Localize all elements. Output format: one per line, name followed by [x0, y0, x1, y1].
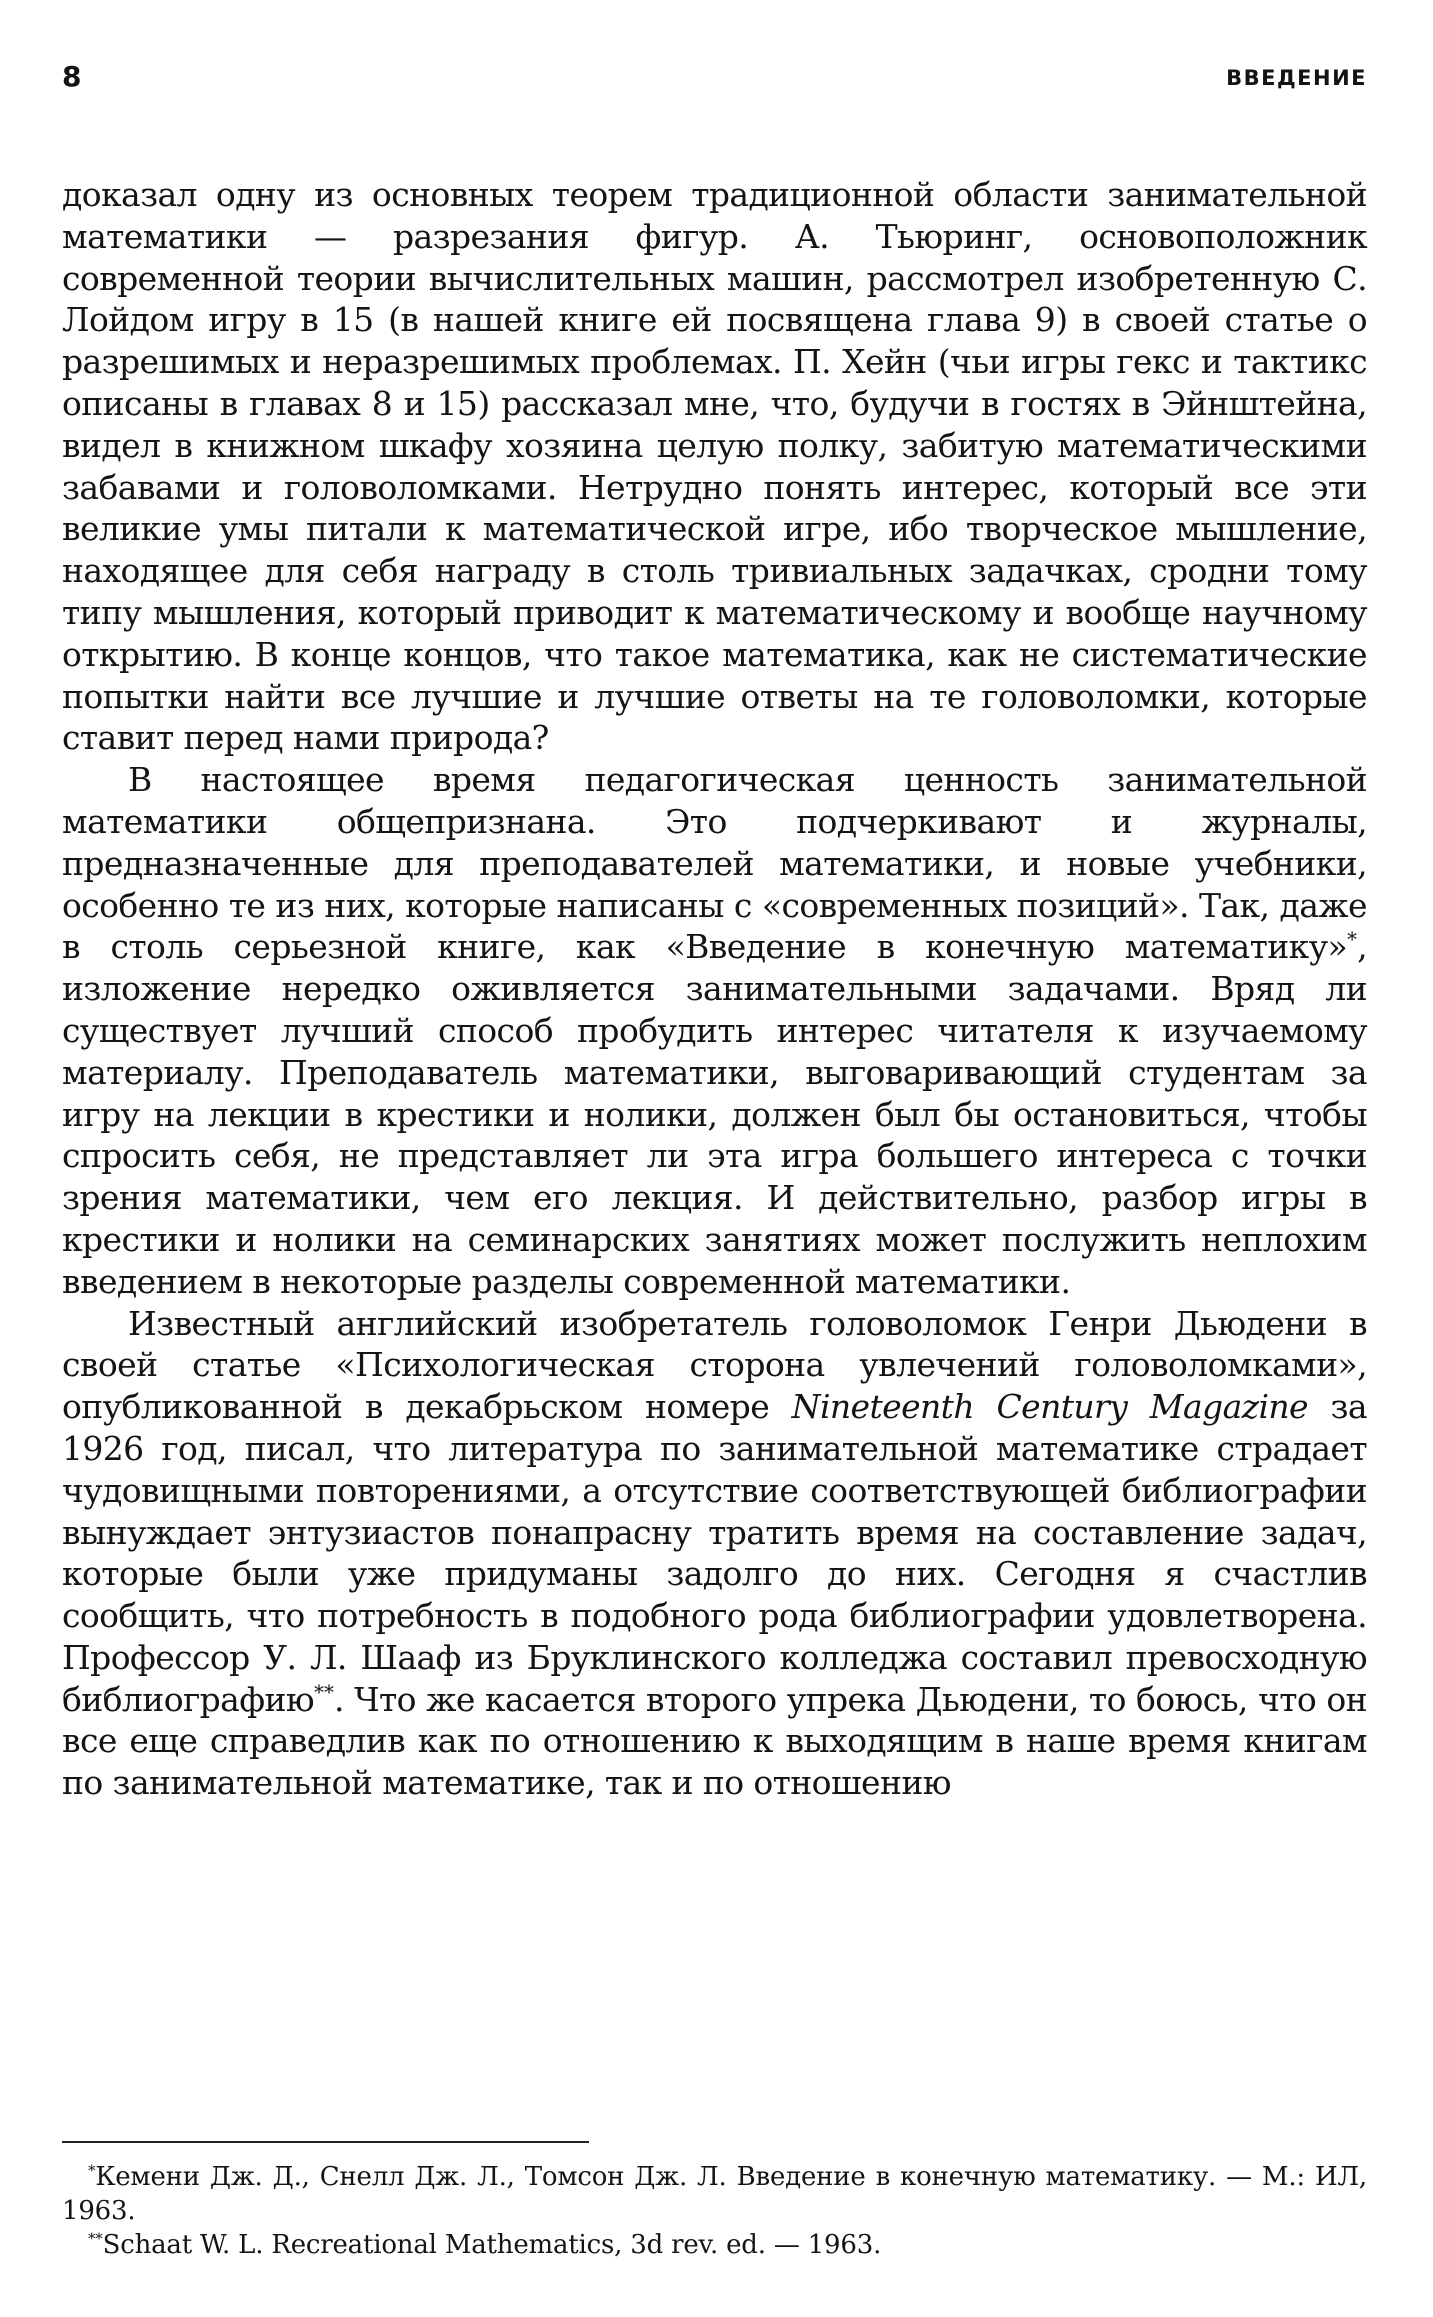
- footnote-2: [62, 2228, 1367, 2262]
- page-number: 8: [62, 60, 82, 93]
- footnotes: [62, 2160, 1367, 2262]
- section-title: ВВЕДЕНИЕ: [1226, 66, 1367, 90]
- paragraph-3-text-b: за 1926 год, писал, что литература по занимательной математике страдает чудовищными повторениями, а отсутствие соответствующей библиографии вынуждает энтузиастов понапрасну тратить время на составление задач, которые были уже придуманы задолго до них. Сегодня я счастлив сообщить, что потребность в подобного рода библиографии удовлетворена. Профессор У. Л. Шааф из Бруклинского колледжа составил превосходную библиографию: [62, 1387, 1367, 1719]
- paragraph-3: [62, 1303, 1367, 1805]
- body-text: [62, 174, 1367, 1804]
- paragraph-2-text-a: В настоящее время педагогическая ценность занимательной математики общепризнана. Это подчеркивают и журналы, предназначенные для преподавателей математики, и новые учебники, особенно те из них, которые написаны с «современных позиций». Так, даже в столь серьезной книге, как «Введение в конечную математику»: [62, 760, 1367, 967]
- footnote-1: [62, 2160, 1367, 2228]
- running-head: [62, 60, 1367, 100]
- footnote-1-marker: *: [88, 2161, 96, 2180]
- journal-title: Nineteenth Century Magazine: [791, 1387, 1308, 1427]
- paragraph-3-text-c: . Что же касается второго упрека Дьюдени, то боюсь, что он все еще справедлив как по отношению к выходящим в наше время книгам по занимательной математике, так и по отношению: [62, 1679, 1367, 1803]
- paragraph-3-text-a: Известный английский изобретатель головоломок Генри Дьюдени в своей статье «Психологическая сторона увлечений головоломками», опубликованной в декабрьском номере: [62, 1303, 1367, 1427]
- footnote-2-text: Schaat W. L. Recreational Mathematics, 3d rev. ed. — 1963.: [102, 2230, 882, 2260]
- footnote-ref-1: *: [1347, 927, 1358, 952]
- footnote-ref-2: **: [314, 1679, 334, 1704]
- footnote-2-marker: **: [88, 2229, 103, 2248]
- book-page: [62, 60, 1367, 2260]
- paragraph-2-text-b: , изложение нередко оживляется занимательными задачами. Вряд ли существует лучший способ пробудить интерес читателя к изучаемому материалу. Преподаватель математики, выговаривающий студентам за игру на лекции в крестики и нолики, должен был бы остановиться, чтобы спросить себя, не представляет ли эта игра большего интереса с точки зрения математики, чем его лекция. И действительно, разбор игры в крестики и нолики на семинарских занятиях может послужить неплохим введением в некоторые разделы современной математики.: [62, 927, 1367, 1301]
- paragraph-1: доказал одну из основных теорем традиционной области занимательной математики — разрезания фигур. А. Тьюринг, основоположник современной теории вычислительных машин, рассмотрел изобретенную С. Лойдом игру в 15 (в нашей книге ей посвящена глава 9) в своей статье о разрешимых и неразрешимых проблемах. П. Хейн (чьи игры гекс и тактикс описаны в главах 8 и 15) рассказал мне, что, будучи в гостях в Эйнштейна, видел в книжном шкафу хозяина целую полку, забитую математическими забавами и головоломками. Нетрудно понять интерес, который все эти великие умы питали к математической игре, ибо творческое мышление, находящее для себя награду в столь тривиальных задачках, сродни тому типу мышления, который приводит к математическому и вообще научному открытию. В конце концов, что такое математика, как не систематические попытки найти все лучшие и лучшие ответы на те головоломки, которые ставит перед нами природа?: [62, 175, 1367, 758]
- footnote-separator: [62, 2141, 589, 2143]
- paragraph-2: [62, 759, 1367, 1302]
- footnote-1-text: Кемени Дж. Д., Снелл Дж. Л., Томсон Дж. Л. Введение в конечную математику. — М.: ИЛ, 1963.: [62, 2162, 1367, 2226]
